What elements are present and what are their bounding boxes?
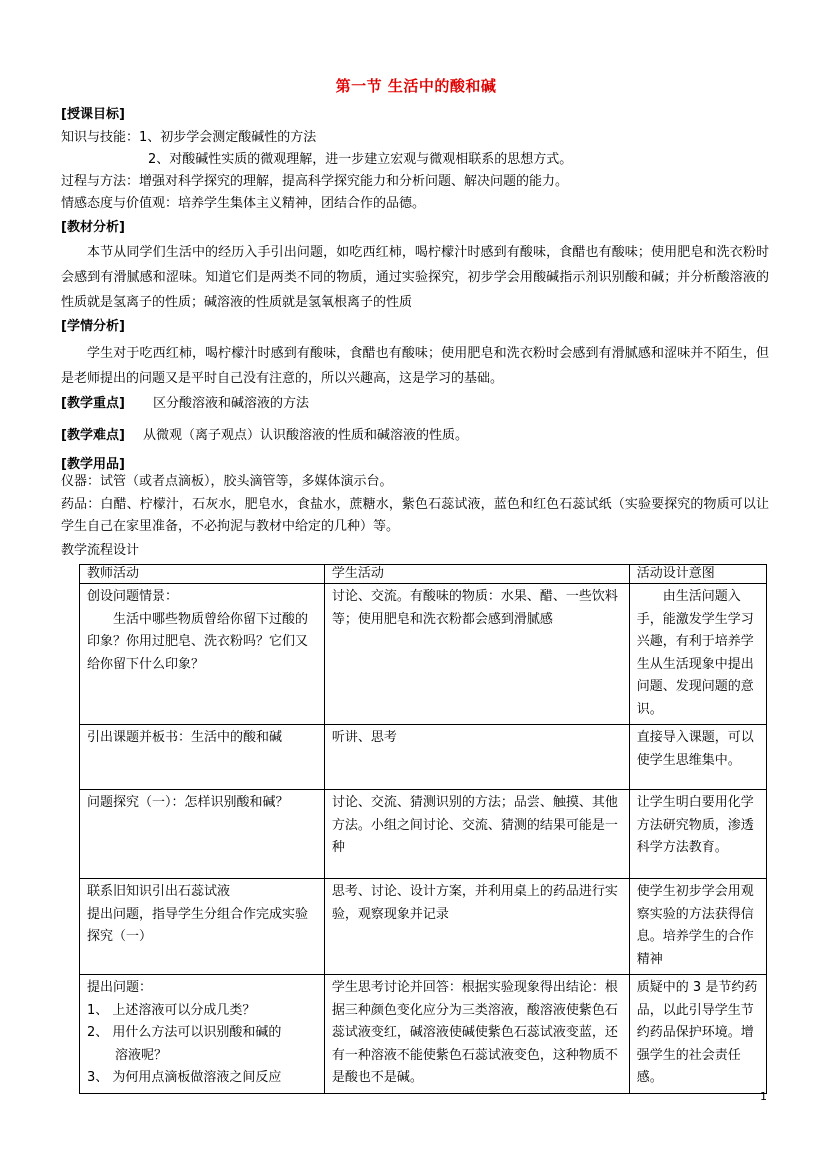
- row1-student: 讨论、交流。有酸味的物质：水果、醋、一些饮料等；使用肥皂和洗衣粉都会感到滑腻感: [324, 584, 629, 725]
- row5-question-1: 1、 上述溶液可以分成几类？: [87, 1002, 256, 1018]
- table-row: [80, 975, 767, 1094]
- students-heading: [学情分析]: [61, 319, 125, 334]
- row3-teacher: 问题探究（一）：怎样识别酸和碱？: [80, 790, 325, 879]
- students-body: 学生对于吃西红柿，喝柠檬汁时感到有酸味，食醋也有酸味；使用肥皂和洗衣粉时会感到有滑腻感和涩味并不陌生，但是老师提出的问题又是平时自己没有注意的，所以兴趣高，这是学习的基础。: [61, 346, 769, 386]
- row1-teacher-title: 创设问题情景：: [87, 589, 179, 604]
- row5-question-3: 3、 为何用点滴板做溶液之间反应: [87, 1070, 282, 1085]
- key-point-line: [61, 395, 309, 413]
- header-teacher: 教师活动: [80, 565, 325, 584]
- header-student: 学生活动: [324, 565, 629, 584]
- row3-intent: 让学生明白要用化学方法研究物质，渗透科学方法教育。: [629, 790, 766, 879]
- row4-intent: 使学生初步学会用观察实验的方法获得信息。培养学生的合作精神: [629, 879, 766, 975]
- difficulty-heading: [教学难点]: [61, 428, 125, 443]
- row5-teacher: [80, 975, 325, 1094]
- key-point-heading: [教学重点]: [61, 396, 125, 411]
- row1-teacher: [80, 584, 325, 725]
- table-header-row: [80, 565, 767, 584]
- row5-intent: 质疑中的 3 是节约药品，以此引导学生节约药品保护环境。增强学生的社会责任感。: [629, 975, 766, 1094]
- row4-teacher-line-1: 联系旧知识引出石蕊试液: [87, 884, 231, 899]
- row2-intent: 直接导入课题，可以使学生思维集中。: [629, 725, 766, 790]
- table-row: [80, 725, 767, 790]
- row3-student: 讨论、交流、猜测识别的方法；品尝、触摸、其他方法。小组之间讨论、交流、猜测的结果可能是一种: [324, 790, 629, 879]
- row5-question-2-cont: 溶液呢？: [115, 1047, 168, 1063]
- objective-knowledge-1: 知识与技能：1、初步学会测定酸碱性的方法: [61, 130, 317, 145]
- difficulty-text: 从微观（离子观点）认识酸溶液的性质和碱溶液的性质。: [143, 428, 469, 443]
- row1-teacher-body: 生活中哪些物质曾给你留下过酸的印象？你用过肥皂、洗衣粉吗？它们又给你留下什么印象？: [87, 611, 309, 672]
- flow-label: 教学流程设计: [61, 543, 140, 558]
- row4-teacher: [80, 879, 325, 975]
- row4-student: 思考、讨论、设计方案，并利用桌上的药品进行实验，观察现象并记录: [324, 879, 629, 975]
- page-number: 1: [760, 1090, 767, 1103]
- row4-teacher-line-2: 提出问题，指导学生分组合作完成实验探究（一）: [87, 906, 309, 944]
- row5-teacher-title: 提出问题：: [87, 980, 153, 995]
- row1-intent: 由生活问题入手，能激发学生学习兴趣，有利于培养学生从生活现象中提出问题、发现问题的意识。: [629, 584, 766, 725]
- table-row: [80, 584, 767, 725]
- objective-knowledge-2: 2、对酸碱性实质的微观理解，进一步建立宏观与微观相联系的思想方式。: [148, 152, 573, 167]
- objective-emotion: 情感态度与价值观：培养学生集体主义精神，团结合作的品德。: [61, 196, 426, 211]
- table-row: [80, 879, 767, 975]
- materials-instruments: 仪器：试管（或者点滴板），胶头滴管等，多媒体演示台。: [61, 474, 393, 489]
- textbook-heading: [教材分析]: [61, 220, 125, 235]
- table-row: [80, 790, 767, 879]
- header-intent: 活动设计意图: [629, 565, 766, 584]
- row5-student: 学生思考讨论并回答：根据实验现象得出结论：根据三种颜色变化应分为三类溶液，酸溶液使紫色石蕊试液变红，碱溶液使碱使紫色石蕊试液变蓝，还有一种溶液不能使紫色石蕊试液变色，这种物质不是酸也不是碱。: [324, 975, 629, 1094]
- materials-drugs: 药品：白醋、柠檬汁，石灰水，肥皂水，食盐水，蔗糖水，紫色石蕊试液，蓝色和红色石蕊试纸（实验要探究的物质可以让学生自己在家里准备，不必拘泥与教材中给定的几种）等。: [61, 497, 769, 534]
- materials-heading: [教学用品]: [61, 457, 125, 472]
- row2-student: 听讲、思考: [324, 725, 629, 790]
- difficulty-line: [61, 427, 468, 445]
- objective-process: 过程与方法：增强对科学探究的理解，提高科学探究能力和分析问题、解决问题的能力。: [61, 174, 569, 189]
- lesson-title: 第一节 生活中的酸和碱: [335, 77, 497, 95]
- row2-teacher: 引出课题并板书：生活中的酸和碱: [80, 725, 325, 790]
- textbook-body: 本节从同学们生活中的经历入手引出问题，如吃西红柿，喝柠檬汁时感到有酸味，食醋也有酸味；使用肥皂和洗衣粉时会感到有滑腻感和涩味。知道它们是两类不同的物质，通过实验探究，初步学会用酸碱指示剂识别酸和碱；并分析酸溶液的性质就是氢离子的性质；碱溶液的性质就是氢氧根离子的性质: [61, 245, 769, 310]
- teaching-flow-table: [79, 564, 767, 1094]
- key-point-text: 区分酸溶液和碱溶液的方法: [153, 396, 310, 411]
- objectives-heading: [授课目标]: [61, 107, 125, 122]
- row5-question-2: 2、 用什么方法可以识别酸和碱的: [87, 1025, 282, 1040]
